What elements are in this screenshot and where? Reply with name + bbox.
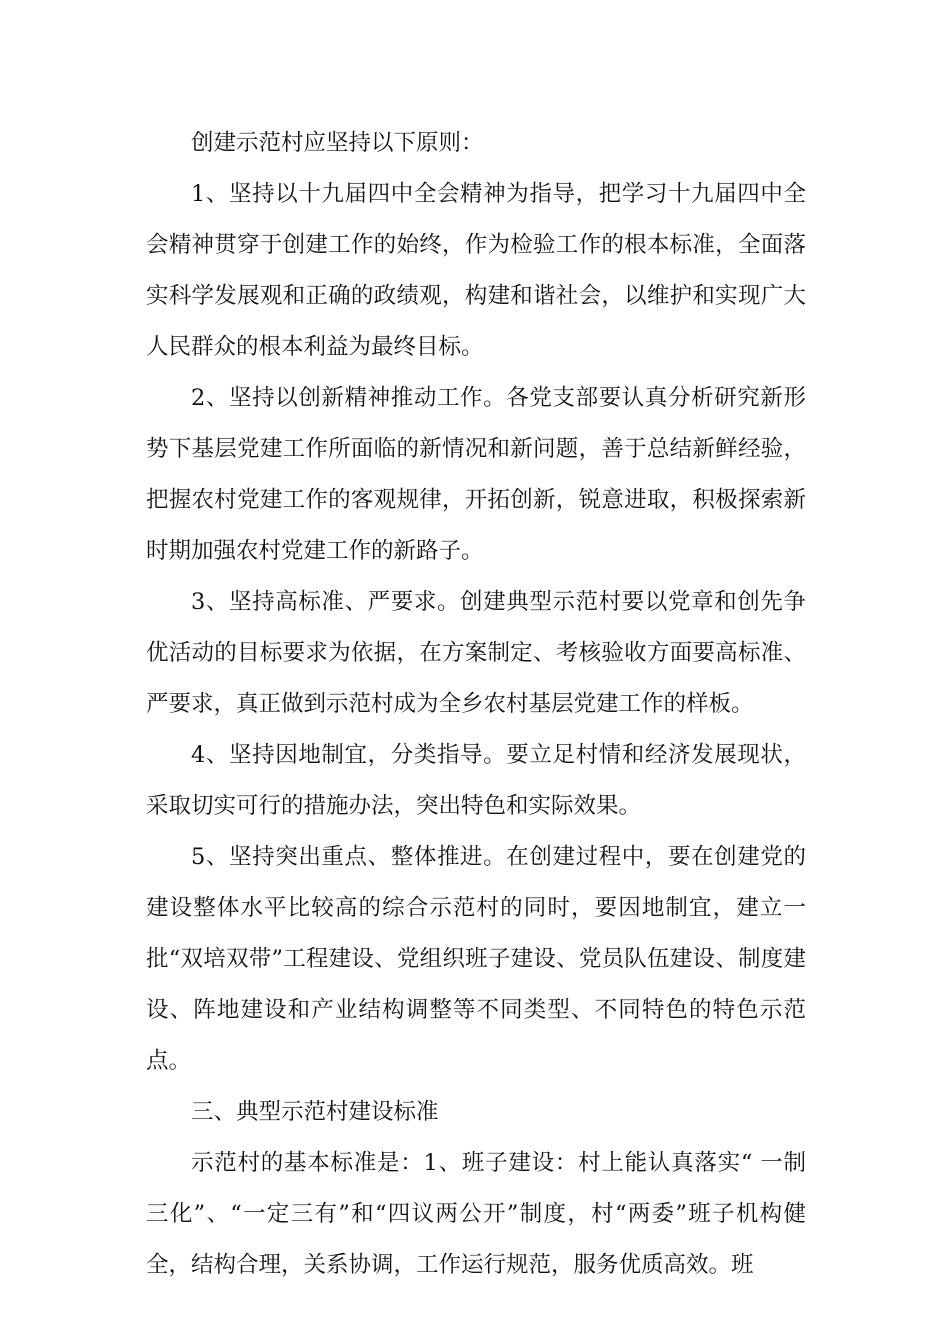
paragraph-principles-intro: 创建示范村应坚持以下原则： xyxy=(191,130,484,156)
document-body xyxy=(146,118,806,1291)
paragraph-principle-1: 1、坚持以十九届四中全会精神为指导，把学习十九届四中全会精神贯穿于创建工作的始终，作为检验工作的根本标准，全面落实科学发展观和正确的政绩观，构建和谐社会，以维护和实现广大人民群众的根本利益为最终目标。 xyxy=(146,181,806,360)
paragraph-basic-standards: 示范村的基本标准是：1、班子建设：村上能认真落实“ 一制三化”、“一定三有”和“四议两公开”制度，村“两委”班子机构健全，结构合理，关系协调，工作运行规范，服务优质高效。班 xyxy=(146,1150,806,1278)
paragraph-principle-5: 5、坚持突出重点、整体推进。在创建过程中，要在创建党的建设整体水平比较高的综合示范村的同时，要因地制宜，建立一批“双培双带”工程建设、党组织班子建设、党员队伍建设、制度建设、阵地建设和产业结构调整等不同类型、不同特色的特色示范点。 xyxy=(146,844,806,1074)
paragraph-principle-4: 4、坚持因地制宜，分类指导。要立足村情和经济发展现状，采取切实可行的措施办法，突出特色和实际效果。 xyxy=(146,742,806,819)
paragraph-principle-2: 2、坚持以创新精神推动工作。各党支部要认真分析研究新形势下基层党建工作所面临的新情况和新问题，善于总结新鲜经验，把握农村党建工作的客观规律，开拓创新，锐意进取，积极探索新时期加强农村党建工作的新路子。 xyxy=(146,385,806,564)
section-heading-standards: 三、典型示范村建设标准 xyxy=(191,1099,439,1125)
paragraph-principle-3: 3、坚持高标准、严要求。创建典型示范村要以党章和创先争优活动的目标要求为依据，在方案制定、考核验收方面要高标准、严要求，真正做到示范村成为全乡农村基层党建工作的样板。 xyxy=(146,589,806,717)
